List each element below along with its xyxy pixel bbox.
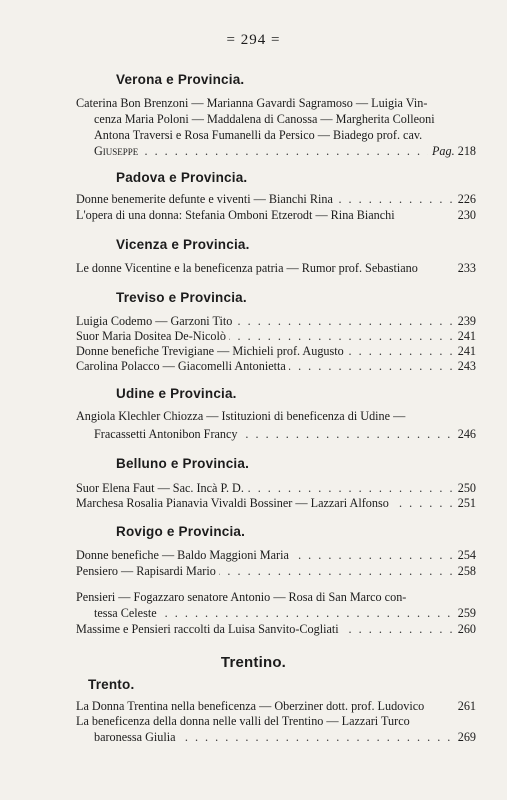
entry-line: Angiola Klechler Chiozza — Istituzioni di beneficenza di Udine — (76, 409, 476, 424)
page-ref: 251 (454, 496, 476, 511)
page-ref: 233 (454, 261, 476, 276)
entry-line: La Donna Trentina nella beneficenza — Oberziner dott. prof. Ludovico 261 (76, 699, 476, 713)
page-ref: 260 (454, 622, 476, 637)
entry-line: Massime e Pensieri raccolti da Luisa Sanvito-Cogliati 260 . . . (76, 622, 476, 637)
entry-line: Carolina Polacco — Giacomelli Antonietta 243 . . . (76, 359, 476, 374)
page-ref: 250 (454, 481, 476, 496)
entry-line: Suor Maria Dositea De-Nicolò 241 . . . (76, 329, 476, 344)
entry-line: Pensieri — Fogazzaro senatore Antonio — Rosa di San Marco con- (76, 590, 476, 605)
section-title-rovigo: Rovigo e Provincia. (116, 524, 246, 539)
section-title-vicenza: Vicenza e Provincia. (116, 237, 250, 252)
page-ref: 258 (454, 564, 476, 579)
entry-line: Pensiero — Rapisardi Mario 258 . . . (76, 564, 476, 579)
page-ref: 241 (454, 329, 476, 344)
subsection-title-trento: Trento. (88, 677, 135, 692)
entry-line: Antona Traversi e Rosa Fumanelli da Persico — Biadego prof. cav. (94, 128, 476, 143)
page-ref: 241 (454, 344, 476, 359)
entry-line: L'opera di una donna: Stefania Omboni Etzerodt — Rina Bianchi 230 (76, 208, 476, 222)
page-ref: 269 (454, 730, 476, 745)
page-ref: 218 (457, 144, 476, 158)
page-ref: 259 (454, 606, 476, 621)
page-ref: 226 (454, 192, 476, 207)
section-title-belluno: Belluno e Provincia. (116, 456, 250, 471)
entry-line: Caterina Bon Brenzoni — Marianna Gavardi Sagramoso — Luigia Vin- (76, 96, 476, 111)
entry-line: tessa Celeste 259 . . . (94, 606, 476, 621)
entry-line: Giuseppe Pag. 218 . . . (94, 144, 476, 159)
page-ref: 246 (454, 427, 476, 442)
entry-line: Le donne Vicentine e la beneficenza patria — Rumor prof. Sebastiano 233 (76, 261, 476, 275)
page-ref: 261 (454, 699, 476, 714)
page-ref: 254 (454, 548, 476, 563)
entry-line: Marchesa Rosalia Pianavia Vivaldi Bossiner — Lazzari Alfonso 251 . . . (76, 496, 476, 511)
section-title-udine: Udine e Provincia. (116, 386, 237, 401)
entry-line: baronessa Giulia 269 . . . (94, 730, 476, 745)
entry-line: Luigia Codemo — Garzoni Tito 239 . . . (76, 314, 476, 329)
page-ref: 239 (454, 314, 476, 329)
page-number: = 294 = (226, 32, 281, 48)
entry-line: Donne benefiche — Baldo Maggioni Maria 254 . . . (76, 548, 476, 563)
entry-line: Fracassetti Antonibon Francy 246 . . . (94, 427, 476, 442)
entry-line: Donne benemerite defunte e viventi — Bianchi Rina 226 . . . (76, 192, 476, 207)
section-title-padova: Padova e Provincia. (116, 170, 248, 185)
entry-line: Donne benefiche Trevigiane — Michieli prof. Augusto 241 . . . (76, 344, 476, 359)
page-label: Pag. (431, 144, 455, 158)
entry-line: Suor Elena Faut — Sac. Incà P. D. 250 . . . (76, 481, 476, 496)
section-title-trentino: Trentino. (220, 654, 287, 671)
page-ref: 230 (454, 208, 476, 223)
section-title-treviso: Treviso e Provincia. (116, 290, 247, 305)
section-title-verona: Verona e Provincia. (116, 72, 245, 87)
entry-line: La beneficenza della donna nelle valli del Trentino — Lazzari Turco (76, 714, 476, 729)
page-ref: 243 (454, 359, 476, 374)
entry-line: cenza Maria Poloni — Maddalena di Canossa — Margherita Colleoni (94, 112, 476, 127)
